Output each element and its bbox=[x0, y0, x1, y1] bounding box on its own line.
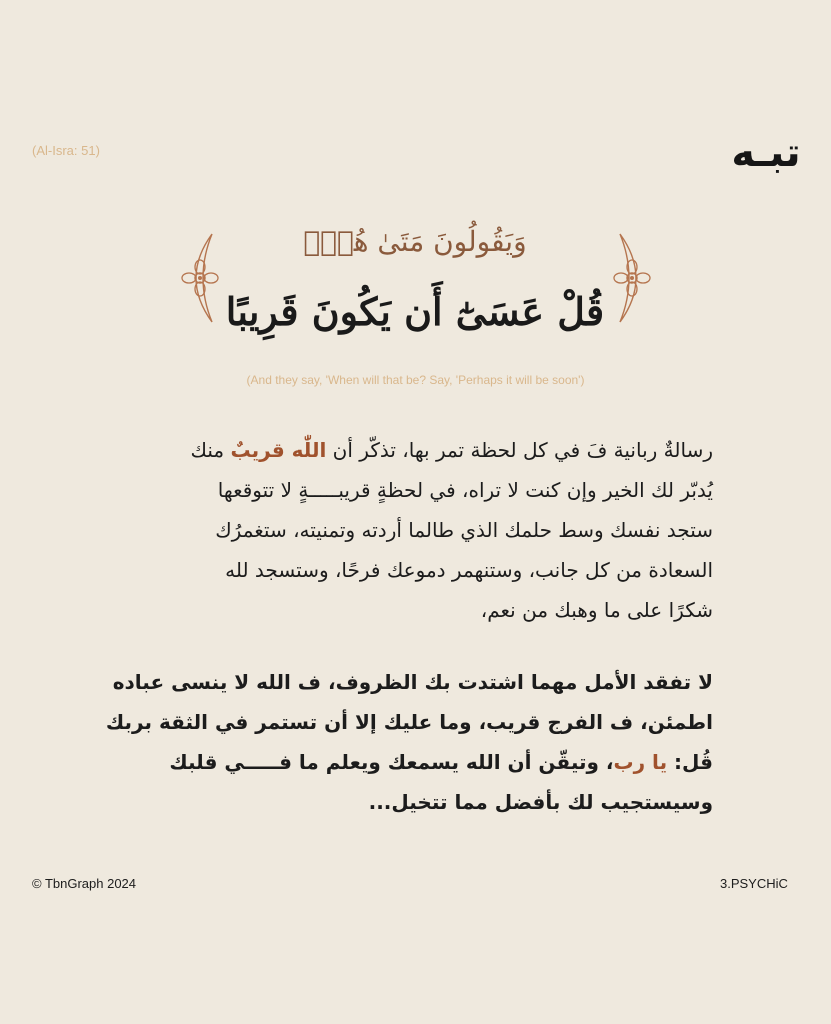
paragraph-line: شكرًا على ما وهبك من نعم، bbox=[480, 598, 713, 622]
text-segment: ، وتيقّن أن الله يسمعك ويعلم ما فـــــي قلبك bbox=[169, 750, 614, 774]
paragraph-hope bbox=[105, 662, 713, 822]
paragraph-line bbox=[113, 742, 713, 782]
text-segment: قُل: bbox=[667, 750, 713, 774]
right-ornament-icon bbox=[602, 228, 662, 328]
verse-main-line: قُلْ عَسَىٰٓ أَن يَكُونَ قَرِيبًا bbox=[225, 289, 605, 334]
paragraph-line: وسيستجيب لك بأفضل مما تتخيل... bbox=[368, 790, 713, 814]
highlight-allah-qareeb: اللّٰه قريبٌ bbox=[230, 438, 327, 462]
left-ornament-icon bbox=[170, 228, 230, 328]
paragraph-line: يُدبّر لك الخير وإن كنت لا تراه، في لحظةٍ قريبـــــةٍ لا تتوقعها bbox=[217, 478, 713, 502]
paragraph-line: اطمئن، ف الفرج قريب، وما عليك إلا أن تستمر في الثقة بربك bbox=[105, 710, 713, 734]
verse-first-line: وَيَقُولُونَ مَتَىٰ هُوَۖ bbox=[303, 225, 527, 258]
paragraph-line bbox=[113, 430, 713, 470]
verse-translation: (And they say, 'When will that be? Say, 'Perhaps it will be soon') bbox=[246, 373, 585, 387]
footer-copyright: © TbnGraph 2024 bbox=[32, 876, 137, 891]
verse-reference: (Al-Isra: 51) bbox=[32, 143, 100, 158]
paragraph-line: ستجد نفسك وسط حلمك الذي طالما أردته وتمنيته، ستغمرُك bbox=[215, 518, 713, 542]
text-segment: رسالةٌ ربانية فَ في كل لحظة تمر بها، تذكّر أن bbox=[326, 438, 713, 462]
paragraph-line: السعادة من كل جانب، وستنهمر دموعك فرحًا، وستسجد لله bbox=[225, 558, 713, 582]
paragraph-message bbox=[113, 430, 713, 630]
brand-logo: تبـه bbox=[731, 130, 801, 176]
footer-series-tag: 3.PSYCHiC bbox=[720, 876, 788, 891]
text-segment: منك bbox=[190, 438, 231, 462]
highlight-ya-rab: يا رب bbox=[613, 750, 668, 774]
paragraph-line: لا تفقد الأمل مهما اشتدت بك الظروف، ف الله لا ينسى عباده bbox=[112, 670, 713, 694]
